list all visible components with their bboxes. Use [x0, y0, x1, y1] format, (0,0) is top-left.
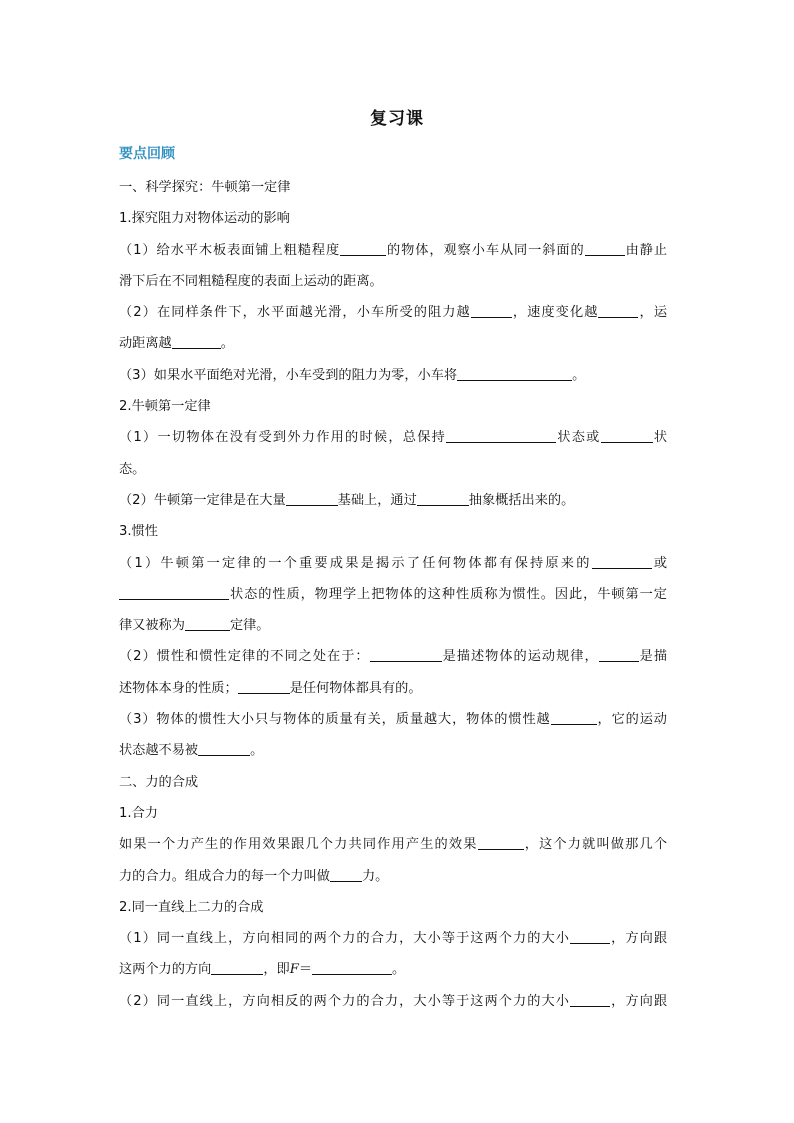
heading-force-composition: 二、力的合成: [119, 774, 199, 790]
blank-line[interactable]: [238, 680, 290, 694]
blank-line[interactable]: [551, 711, 597, 725]
blank-line[interactable]: [330, 868, 362, 882]
document-body: [119, 172, 667, 1017]
subheading-collinear-forces: 2.同一直线上二力的合成: [119, 899, 264, 915]
paragraph-line: 律又被称为 定律。: [119, 618, 270, 634]
subheading-resultant-force: 1.合力: [119, 805, 158, 821]
heading-newton-first-law: 一、科学探究：牛顿第一定律: [119, 180, 291, 195]
blank-line[interactable]: [570, 930, 610, 944]
paragraph-line: （1）牛顿第一定律的一个重要成果是揭示了任何物体都有保持原来的 或: [119, 555, 668, 571]
paragraph-line: 滑下后在不同粗糙程度的表面上运动的距离。: [119, 273, 383, 289]
blank-line[interactable]: [312, 961, 392, 975]
paragraph-line: 动距离越 。: [119, 336, 234, 352]
blank-line[interactable]: [446, 429, 556, 443]
paragraph-line: 述物体本身的性质； 是任何物体都具有的。: [119, 680, 422, 696]
blank-line[interactable]: [478, 836, 524, 850]
paragraph-line: （3）如果水平面绝对光滑，小车受到的阻力为零，小车将 。: [119, 367, 586, 383]
force-symbol: F: [289, 962, 299, 978]
paragraph-line: （2）惯性和惯性定律的不同之处在于： 是描述物体的运动规律， 是描: [119, 649, 668, 665]
blank-line[interactable]: [370, 648, 442, 662]
paragraph-line: （1）给水平木板表面铺上粗糙程度 的物体，观察小车从同一斜面的 由静止: [119, 242, 668, 258]
paragraph-line: 如果一个力产生的作用效果跟几个力共同作用产生的效果 ，这个力就叫做那几个: [119, 837, 668, 853]
blank-line[interactable]: [601, 429, 653, 443]
paragraph-line: （2）同一直线上，方向相反的两个力的合力，大小等于这两个力的大小 ，方向跟: [119, 993, 668, 1009]
paragraph-line: （3）物体的惯性大小只与物体的质量有关，质量越大，物体的惯性越 ，它的运动: [119, 712, 667, 728]
blank-line[interactable]: [286, 492, 338, 506]
paragraph-line: 态。: [119, 461, 146, 477]
subheading-newton-first-law: 2.牛顿第一定律: [119, 399, 211, 415]
paragraph-line: （2）在同样条件下，水平面越光滑，小车所受的阻力越 ，速度变化越 ，运: [119, 305, 668, 321]
blank-line[interactable]: [570, 993, 610, 1007]
blank-line[interactable]: [585, 242, 625, 256]
blank-line[interactable]: [592, 555, 652, 569]
blank-line[interactable]: [198, 742, 250, 756]
blank-line[interactable]: [599, 648, 639, 662]
blank-line[interactable]: [340, 242, 386, 256]
page-title: 复习课: [370, 109, 424, 129]
section-heading: 要点回顾: [119, 146, 175, 162]
blank-line[interactable]: [119, 586, 229, 600]
paragraph-line: （1）一切物体在没有受到外力作用的时候，总保持 状态或 状: [119, 430, 668, 446]
paragraph-line: （1）同一直线上，方向相同的两个力的合力，大小等于这两个力的大小 ，方向跟: [119, 931, 668, 947]
blank-line[interactable]: [457, 367, 572, 381]
blank-line[interactable]: [172, 335, 221, 349]
blank-line[interactable]: [598, 304, 638, 318]
paragraph-line: 这两个力的方向 ，即F＝ 。: [119, 962, 406, 978]
blank-line[interactable]: [185, 617, 230, 631]
blank-line[interactable]: [211, 961, 263, 975]
subheading-resistance: 1.探究阻力对物体运动的影响: [119, 211, 290, 227]
paragraph-line: 状态越不易被 。: [119, 743, 264, 759]
blank-line[interactable]: [471, 304, 512, 318]
paragraph-line: 状态的性质，物理学上把物体的这种性质称为惯性。因此，牛顿第一定: [119, 579, 667, 610]
subheading-inertia: 3.惯性: [119, 524, 158, 540]
blank-line[interactable]: [417, 492, 469, 506]
paragraph-line: （2）牛顿第一定律是在大量 基础上，通过 抽象概括出来的。: [119, 492, 575, 508]
paragraph-line: 力的合力。组成合力的每一个力叫做 力。: [119, 868, 389, 884]
